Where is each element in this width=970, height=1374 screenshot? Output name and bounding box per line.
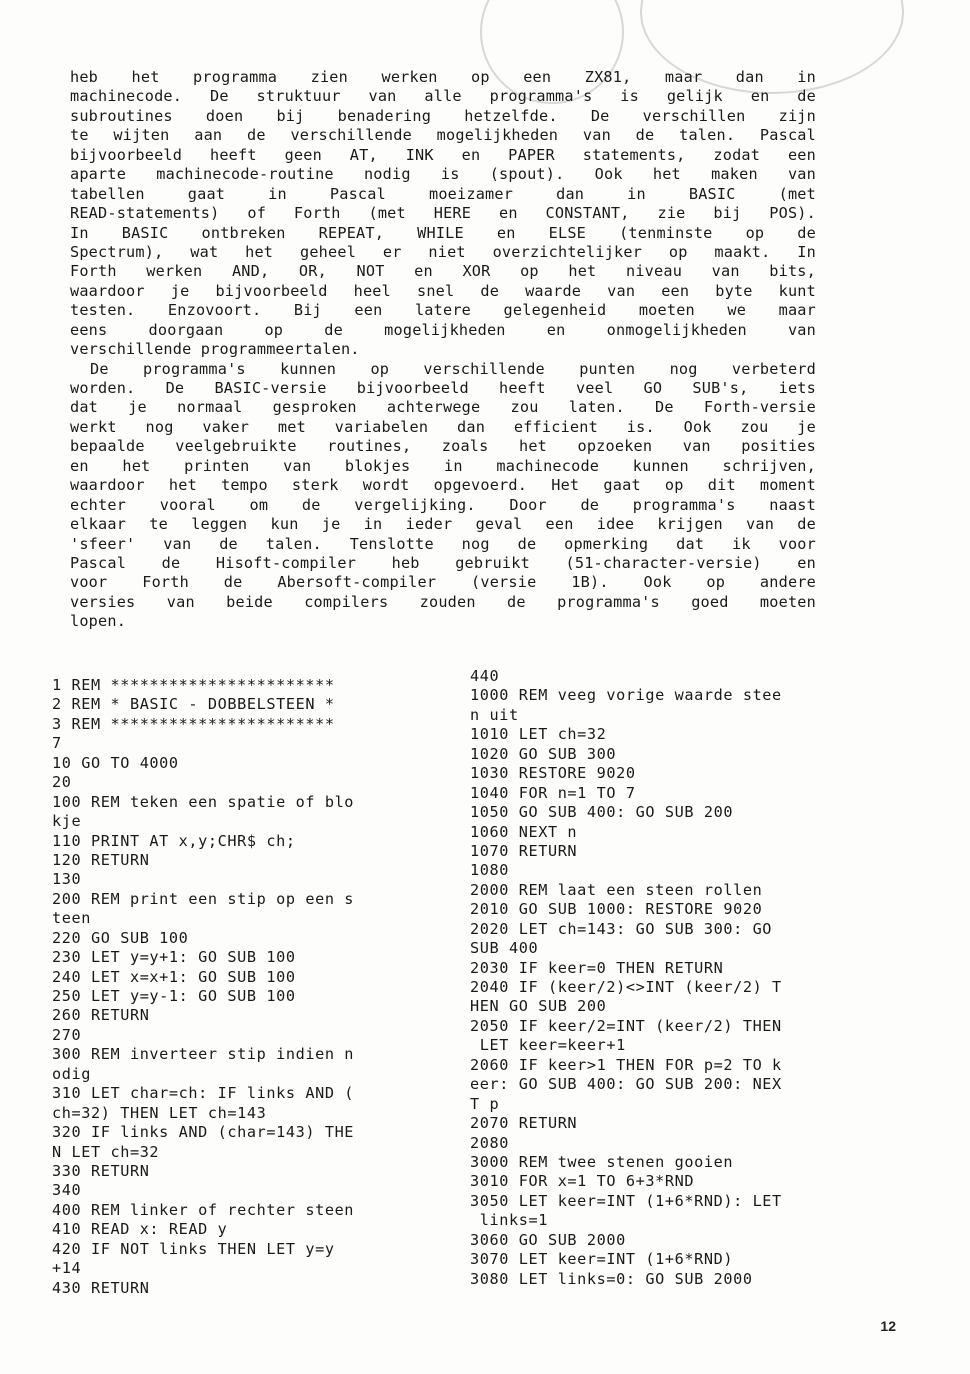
text-line: heb het programma zien werken op een ZX81, maar dan in — [70, 68, 816, 86]
code-line: n uit — [470, 705, 519, 724]
code-line: kje — [52, 812, 82, 831]
code-line: odig — [52, 1064, 91, 1083]
code-line: 1050 GO SUB 400: GO SUB 200 — [470, 803, 734, 822]
code-line: 430 RETURN — [52, 1278, 150, 1297]
code-line: 320 IF links AND (char=143) THE — [52, 1123, 355, 1142]
code-line: 3050 LET keer=INT (1+6*RND): LET — [470, 1191, 782, 1210]
text-line: machinecode. De struktuur van alle programma's is gelijk en de — [70, 87, 816, 106]
code-line: 130 — [52, 870, 82, 889]
code-line: 330 RETURN — [52, 1161, 150, 1180]
basic-listing-left-column — [52, 676, 354, 1298]
code-line: 240 LET x=x+1: GO SUB 100 — [52, 967, 296, 986]
text-line: waardoor je bijvoorbeeld heel snel de waarde van een byte kunt — [70, 281, 816, 300]
text-line: 'sfeer' van de talen. Tenslotte nog de opmerking dat ik voor — [70, 534, 816, 553]
code-line: 2 REM * BASIC - DOBBELSTEEN * — [52, 695, 335, 714]
code-line: 2030 IF keer=0 THEN RETURN — [470, 958, 724, 977]
code-line: 260 RETURN — [52, 1006, 150, 1025]
code-line: 410 READ x: READ y — [52, 1220, 228, 1239]
code-line: 3080 LET links=0: GO SUB 2000 — [470, 1269, 753, 1288]
code-line: 420 IF NOT links THEN LET y=y — [52, 1239, 335, 1258]
code-line: 2040 IF (keer/2)<>INT (keer/2) T — [470, 978, 782, 996]
code-line: 310 LET char=ch: IF links AND ( — [52, 1084, 355, 1103]
code-line: 1060 NEXT n — [470, 822, 578, 841]
code-line: N LET ch=32 — [52, 1142, 160, 1161]
code-line: 300 REM inverteer stip indien n — [52, 1045, 355, 1064]
code-line: 1010 LET ch=32 — [470, 725, 607, 744]
article-text — [70, 68, 816, 632]
code-line: 340 — [52, 1181, 82, 1200]
text-line: voor Forth de Abersoft-compiler (versie 1B). Ook op andere — [70, 573, 816, 592]
code-line: 220 GO SUB 100 — [52, 928, 189, 947]
code-line: 10 GO TO 4000 — [52, 753, 179, 772]
code-line: 1080 — [470, 861, 509, 880]
text-line: eens doorgaan op de mogelijkheden en onmogelijkheden van — [70, 320, 816, 339]
code-line: 3000 REM twee stenen gooien — [470, 1152, 734, 1171]
code-line: 1070 RETURN — [470, 841, 578, 860]
page-number: 12 — [880, 1318, 896, 1334]
code-line: 120 RETURN — [52, 850, 150, 869]
code-line: 2010 GO SUB 1000: RESTORE 9020 — [470, 900, 763, 919]
text-line: Spectrum), wat het geheel er niet overzichtelijker op maakt. In — [70, 242, 816, 261]
text-line: en het printen van blokjes in machinecode kunnen schrijven, — [70, 456, 816, 475]
text-line: versies van beide compilers zouden de programma's goed moeten — [70, 592, 816, 611]
code-line: 3010 FOR x=1 TO 6+3*RND — [470, 1172, 695, 1191]
code-line: 200 REM print een stip op een s — [52, 889, 355, 908]
code-line: 100 REM teken een spatie of blo — [52, 792, 355, 811]
text-line: elkaar te leggen kun je in ieder geval een idee krijgen van de — [70, 515, 816, 534]
text-line: worden. De BASIC-versie bijvoorbeeld heeft veel GO SUB's, iets — [70, 379, 816, 397]
code-line: 270 — [52, 1025, 82, 1044]
text-line: Pascal de Hisoft-compiler heb gebruikt (51-character-versie) en — [70, 553, 816, 572]
code-line: 2050 IF keer/2=INT (keer/2) THEN — [470, 1016, 782, 1035]
code-line: 3 REM *********************** — [52, 714, 335, 733]
text-line: te wijten aan de verschillende mogelijkheden van de talen. Pascal — [70, 126, 816, 145]
code-line: 3060 GO SUB 2000 — [470, 1230, 626, 1249]
code-line: 2080 — [470, 1133, 509, 1152]
code-line: 2020 LET ch=143: GO SUB 300: GO — [470, 919, 773, 938]
code-line: 1 REM *********************** — [52, 676, 335, 694]
text-line: Forth werken AND, OR, NOT en XOR op het niveau van bits, — [70, 262, 816, 281]
code-line: 2070 RETURN — [470, 1114, 578, 1133]
text-line: lopen. — [70, 612, 127, 631]
code-line: eer: GO SUB 400: GO SUB 200: NEX — [470, 1075, 782, 1094]
code-line: LET keer=keer+1 — [470, 1036, 626, 1055]
basic-listing-right-column — [470, 667, 782, 1289]
text-line: echter vooral om de vergelijking. Door de programma's naast — [70, 495, 816, 514]
text-line: READ-statements) of Forth (met HERE en CONSTANT, zie bij POS). — [70, 204, 816, 223]
code-line: ch=32) THEN LET ch=143 — [52, 1103, 267, 1122]
code-line: 20 — [52, 773, 72, 792]
code-line: 250 LET y=y-1: GO SUB 100 — [52, 987, 296, 1005]
code-line: 1020 GO SUB 300 — [470, 744, 617, 763]
code-line: 2000 REM laat een steen rollen — [470, 880, 763, 899]
text-line: De programma's kunnen op verschillende punten nog verbeterd — [90, 359, 816, 378]
code-line: 7 — [52, 734, 62, 753]
text-line: verschillende programmeertalen. — [70, 340, 360, 359]
text-line: subroutines doen bij benadering hetzelfde. De verschillen zijn — [70, 106, 816, 125]
code-line: 3070 LET keer=INT (1+6*RND) — [470, 1250, 734, 1269]
text-line: dat je normaal gesproken achterwege zou laten. De Forth-versie — [70, 398, 816, 417]
text-line: bepaalde veelgebruikte routines, zoals het opzoeken van posities — [70, 437, 816, 456]
text-line: testen. Enzovoort. Bij een latere gelegenheid moeten we maar — [70, 301, 816, 320]
text-line: aparte machinecode-routine nodig is (spout). Ook het maken van — [70, 165, 816, 184]
code-line: links=1 — [470, 1211, 548, 1230]
text-line: In BASIC ontbreken REPEAT, WHILE en ELSE (tenminste op de — [70, 223, 816, 242]
code-line: 400 REM linker of rechter steen — [52, 1200, 355, 1219]
text-line: waardoor het tempo sterk wordt opgevoerd. Het gaat op dit moment — [70, 476, 816, 495]
code-line: 1040 FOR n=1 TO 7 — [470, 783, 636, 802]
code-line: SUB 400 — [470, 939, 539, 958]
code-line: HEN GO SUB 200 — [470, 997, 607, 1016]
code-line: 1000 REM veeg vorige waarde stee — [470, 686, 782, 705]
code-line: 110 PRINT AT x,y;CHR$ ch; — [52, 831, 296, 850]
code-line: teen — [52, 909, 91, 928]
code-line: 2060 IF keer>1 THEN FOR p=2 TO k — [470, 1055, 782, 1074]
text-line: bijvoorbeeld heeft geen AT, INK en PAPER statements, zodat een — [70, 145, 816, 164]
code-line: 1030 RESTORE 9020 — [470, 764, 636, 783]
code-line: T p — [470, 1094, 500, 1113]
code-line: 230 LET y=y+1: GO SUB 100 — [52, 948, 296, 967]
text-line: tabellen gaat in Pascal moeizamer dan in BASIC (met — [70, 184, 816, 203]
code-line: +14 — [52, 1259, 82, 1278]
code-line: 440 — [470, 667, 500, 685]
text-line: werkt nog vaker met variabelen dan efficient is. Ook zou je — [70, 417, 816, 436]
